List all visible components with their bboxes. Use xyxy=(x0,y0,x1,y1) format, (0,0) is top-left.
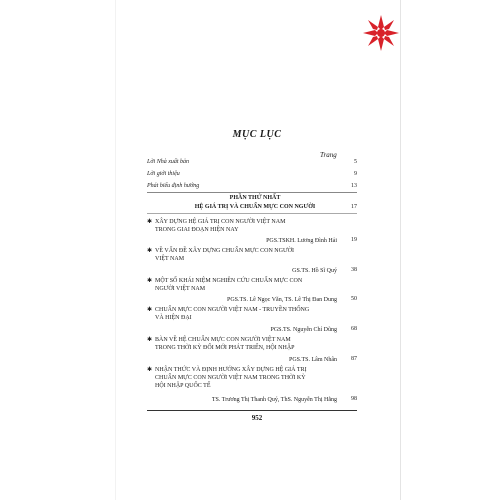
entry-page: 5 xyxy=(354,159,357,165)
item-page: 19 xyxy=(351,237,357,243)
item-title-line: VÀ HIỆN ĐẠI xyxy=(155,315,192,321)
toc-item xyxy=(147,306,337,322)
item-title-line: HỘI NHẬP QUỐC TẾ xyxy=(155,383,211,389)
divider xyxy=(147,213,357,214)
footer-divider xyxy=(147,410,357,411)
item-author: GS.TS. Hồ Sĩ Quý xyxy=(292,268,337,274)
entry-title: Lời giới thiệu xyxy=(147,171,180,177)
toc-front-entry xyxy=(147,182,357,190)
item-page: 50 xyxy=(351,296,357,302)
part-page: 17 xyxy=(351,204,357,210)
part-subtitle: HỆ GIÁ TRỊ VÀ CHUẨN MỰC CON NGƯỜI xyxy=(194,204,316,210)
entry-title: Lời Nhà xuất bản xyxy=(147,159,190,165)
item-author: PGS.TSKH. Lương Đình Hải xyxy=(266,238,337,244)
item-title-line: VIỆT NAM xyxy=(155,256,185,262)
star-icon: ✱ xyxy=(147,337,153,343)
page-heading: MỤC LỤC xyxy=(232,129,282,140)
item-author: PGS.TS. Lâm Nhân xyxy=(289,357,337,363)
toc-item xyxy=(147,277,337,293)
entry-page: 13 xyxy=(351,183,357,189)
star-icon: ✱ xyxy=(147,367,153,373)
item-title-line: CHUẨN MỰC CON NGƯỜI VIỆT NAM TRONG THỜI KỲ xyxy=(155,375,306,381)
star-icon: ✱ xyxy=(147,219,153,225)
item-page: 38 xyxy=(351,267,357,273)
item-title-line: TRONG THỜI KỲ ĐỔI MỚI PHÁT TRIỂN, HỘI NHẬP xyxy=(155,345,295,351)
item-author: TS. Trương Thị Thanh Quý, ThS. Nguyễn Thị Hằng xyxy=(211,397,337,403)
page-number: 952 xyxy=(251,414,263,422)
item-title-line: MỘT SỐ KHÁI NIỆM NGHIÊN CỨU CHUẨN MỰC CON xyxy=(155,278,303,284)
item-title-line: XÂY DỰNG HỆ GIÁ TRỊ CON NGƯỜI VIỆT NAM xyxy=(155,219,286,225)
item-title-line: NHẬN THỨC VÀ ĐỊNH HƯỚNG XÂY DỰNG HỆ GIÁ TRỊ xyxy=(155,367,307,373)
toc-front-entry xyxy=(147,170,357,178)
item-title-line: NGƯỜI VIỆT NAM xyxy=(155,286,206,292)
toc-front-entry xyxy=(147,158,357,166)
item-page: 68 xyxy=(351,326,357,332)
item-title-line: TRONG GIAI ĐOẠN HIỆN NAY xyxy=(155,227,239,233)
toc-item xyxy=(147,366,337,390)
entry-title: Phát biểu định hướng xyxy=(147,183,200,189)
toc-item xyxy=(147,247,337,263)
item-title-line: BÀN VỀ HỆ CHUẨN MỰC CON NGƯỜI VIỆT NAM xyxy=(155,337,291,343)
toc-item xyxy=(147,218,337,234)
item-author: PGS.TS. Nguyễn Chí Dũng xyxy=(270,327,337,333)
item-title-line: VỀ VẤN ĐỀ XÂY DỰNG CHUẨN MỰC CON NGƯỜI xyxy=(155,248,294,254)
star-icon: ✱ xyxy=(147,248,153,254)
page-column-label: Trang xyxy=(320,151,337,159)
item-page: 87 xyxy=(351,356,357,362)
part-title: PHẦN THỨ NHẤT xyxy=(229,195,281,201)
entry-page: 9 xyxy=(354,171,357,177)
divider xyxy=(147,192,357,193)
item-page: 98 xyxy=(351,396,357,402)
star-icon: ✱ xyxy=(147,278,153,284)
toc-item xyxy=(147,336,337,352)
item-title-line: CHUẨN MỰC CON NGƯỜI VIỆT NAM - TRUYỀN THỐNG xyxy=(155,307,310,313)
item-author: PGS.TS. Lê Ngọc Văn, TS. Lê Thị Đan Dung xyxy=(227,297,337,303)
star-icon: ✱ xyxy=(147,307,153,313)
